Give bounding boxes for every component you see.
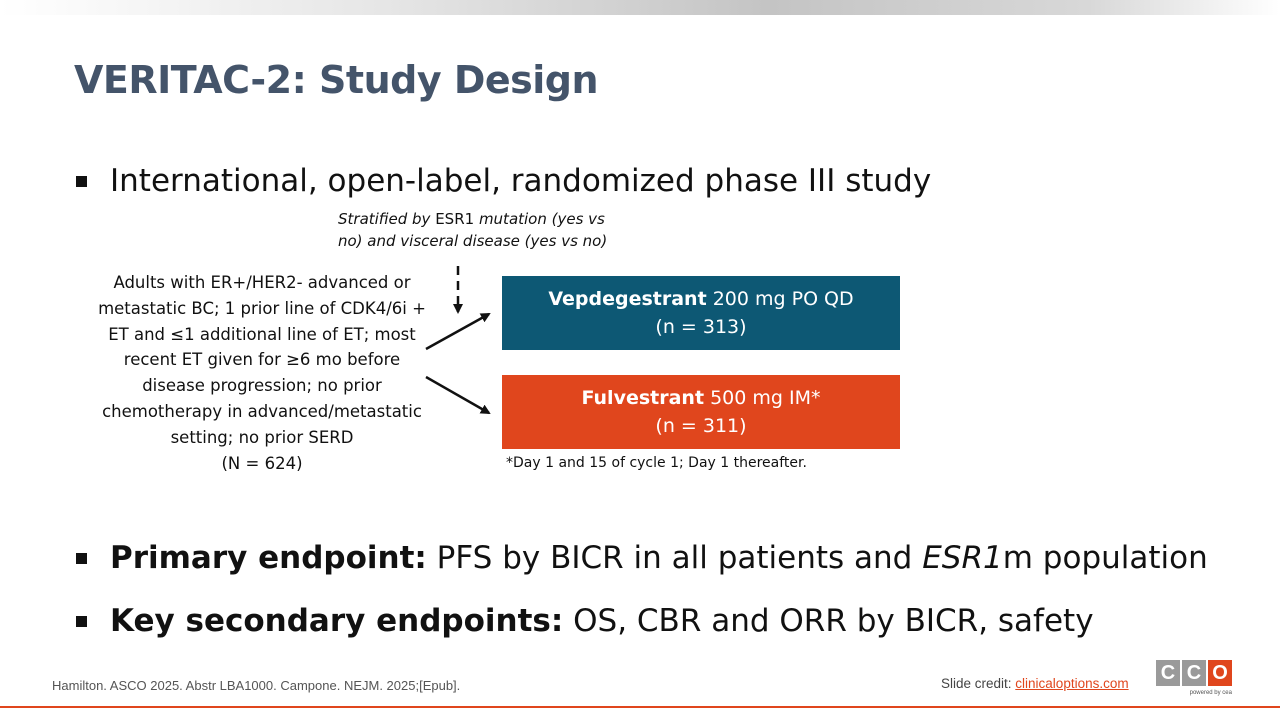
arm-fulvestrant	[502, 375, 900, 449]
logo-letter-o: O	[1208, 660, 1232, 686]
bullet-secondary-endpoints	[76, 603, 1094, 639]
secondary-endpoints-label: Key secondary endpoints:	[110, 603, 564, 639]
primary-endpoint-label: Primary endpoint:	[110, 540, 427, 576]
arm-drug-name: Vepdegestrant	[548, 288, 707, 310]
arm-drug-name: Fulvestrant	[581, 387, 705, 409]
logo-letter-c2: C	[1182, 660, 1206, 686]
bullet-square-icon	[76, 553, 87, 564]
arm-dose: 200 mg PO QD	[706, 288, 854, 310]
cco-logo	[1156, 660, 1234, 696]
citation: Hamilton. ASCO 2025. Abstr LBA1000. Campone. NEJM. 2025;[Epub].	[52, 678, 461, 693]
bullet-square-icon	[76, 616, 87, 627]
logo-tagline: powered by cea	[1189, 690, 1232, 696]
clinicaloptions-link[interactable]: clinicaloptions.com	[1015, 676, 1129, 691]
arm-n: (n = 311)	[655, 415, 747, 437]
stratification-suffix: mutation (yes vs no) and visceral disease (yes vs no)	[338, 210, 608, 250]
slide-credit-label: Slide credit:	[941, 676, 1016, 691]
logo-letter-c1: C	[1156, 660, 1180, 686]
bullet-study-type-text: International, open-label, randomized phase III study	[110, 163, 932, 199]
stratification-prefix: Stratified by	[338, 210, 431, 228]
arm-dose: 500 mg IM*	[704, 387, 821, 409]
population-criteria: Adults with ER+/HER2- advanced or metastatic BC; 1 prior line of CDK4/6i + ET and ≤1 additional line of ET; most recent ET given for ≥6 mo before disease progression; no prior chemotherapy in advanced/metastatic setting; no prior SERD	[98, 273, 426, 447]
dosing-footnote: *Day 1 and 15 of cycle 1; Day 1 thereafter.	[506, 455, 807, 471]
primary-endpoint-text-end: m population	[1002, 540, 1208, 576]
arrow-to-vepdegestrant	[426, 314, 489, 349]
secondary-endpoints-text: OS, CBR and ORR by BICR, safety	[563, 603, 1094, 639]
bullet-primary-endpoint	[76, 540, 1208, 576]
arm-n: (n = 313)	[655, 316, 747, 338]
primary-endpoint-text: PFS by BICR in all patients and	[426, 540, 923, 576]
arrow-to-fulvestrant	[426, 377, 489, 413]
slide-title: VERITAC-2: Study Design	[74, 58, 599, 102]
arm-vepdegestrant	[502, 276, 900, 350]
population-n: (N = 624)	[221, 453, 303, 473]
stratification-esr1: ESR1	[430, 210, 479, 228]
bottom-accent-line	[0, 706, 1280, 708]
primary-endpoint-esr1: ESR1	[922, 540, 1003, 576]
slide-credit	[941, 676, 1129, 691]
